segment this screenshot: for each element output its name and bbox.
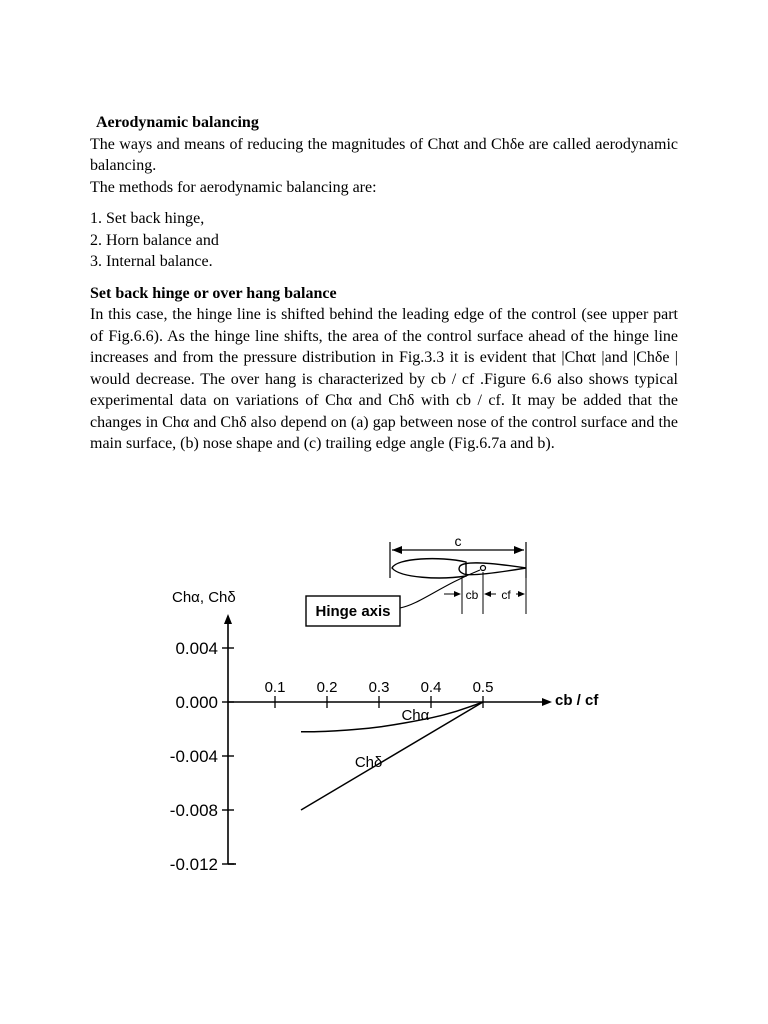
x-tick-label: 0.2 [316,679,338,696]
list-item: 2. Horn balance and [90,231,219,249]
airfoil-inset [306,533,526,626]
series-line-ch-delta [301,702,483,810]
series-label-ch-alpha: Chα [401,707,430,725]
section-heading-set-back-hinge: Set back hinge or over hang balance [90,284,337,302]
x-tick-label: 0.1 [264,679,286,696]
y-tick-label: -0.012 [169,855,218,874]
paragraph-definition: The ways and means of reducing the magnitudes of Chαt and Chδe are called aerodynamic balancing. [90,135,678,174]
y-tick-label: 0.004 [175,639,218,658]
chord-label: c [454,533,462,549]
section-heading-aerodynamic-balancing: Aerodynamic balancing [96,114,259,131]
figure-6-6 [150,530,630,890]
y-tick-label: -0.008 [169,801,218,820]
x-axis-label: cb / cf [555,692,599,709]
paragraph-methods-intro: The methods for aerodynamic balancing are: [90,178,377,196]
hinge-point [481,566,486,571]
chart-series [301,702,483,810]
series-line-ch-alpha [301,702,483,732]
methods-list [90,208,678,273]
cb-label: cb [465,588,479,602]
hinge-axis-label: Hinge axis [315,603,391,620]
cf-label: cf [501,588,511,602]
main-surface-shape [392,559,466,578]
x-tick-label: 0.4 [420,679,442,696]
x-tick-label: 0.5 [472,679,494,696]
paragraph-set-back-hinge: In this case, the hinge line is shifted behind the leading edge of the control (see upper part of Fig.6.6). As the hinge line shifts, the area of the control surface ahead of the hinge line increases and from the pressure distribution in Fig.3.3 it is evident that |Chαt |and |Chδe | would decrease. The over hang is characterized by cb / cf .Figure 6.6 also shows typical experimental data on variations of Chα and Chδ with cb / cf. It may be added that the changes in Chα and Chδ also depend on (a) gap between nose of the control surface and the main surface, (b) nose shape and (c) trailing edge angle (Fig.6.7a and b). [90,306,678,452]
list-item: 3. Internal balance. [90,253,213,270]
y-axis-arrow [224,614,232,624]
x-axis-arrow [542,698,552,706]
y-tick-label: 0.000 [175,693,218,712]
figure-svg [150,530,630,890]
y-tick-label: -0.004 [169,747,218,766]
chart-axes [170,614,552,874]
control-surface-shape [459,563,526,575]
x-tick-label: 0.3 [368,679,390,696]
text-content [90,112,678,455]
list-item: 1. Set back hinge, [90,210,205,227]
series-label-ch-delta: Chδ [354,753,383,771]
y-axis-label: Chα, Chδ [172,589,236,606]
